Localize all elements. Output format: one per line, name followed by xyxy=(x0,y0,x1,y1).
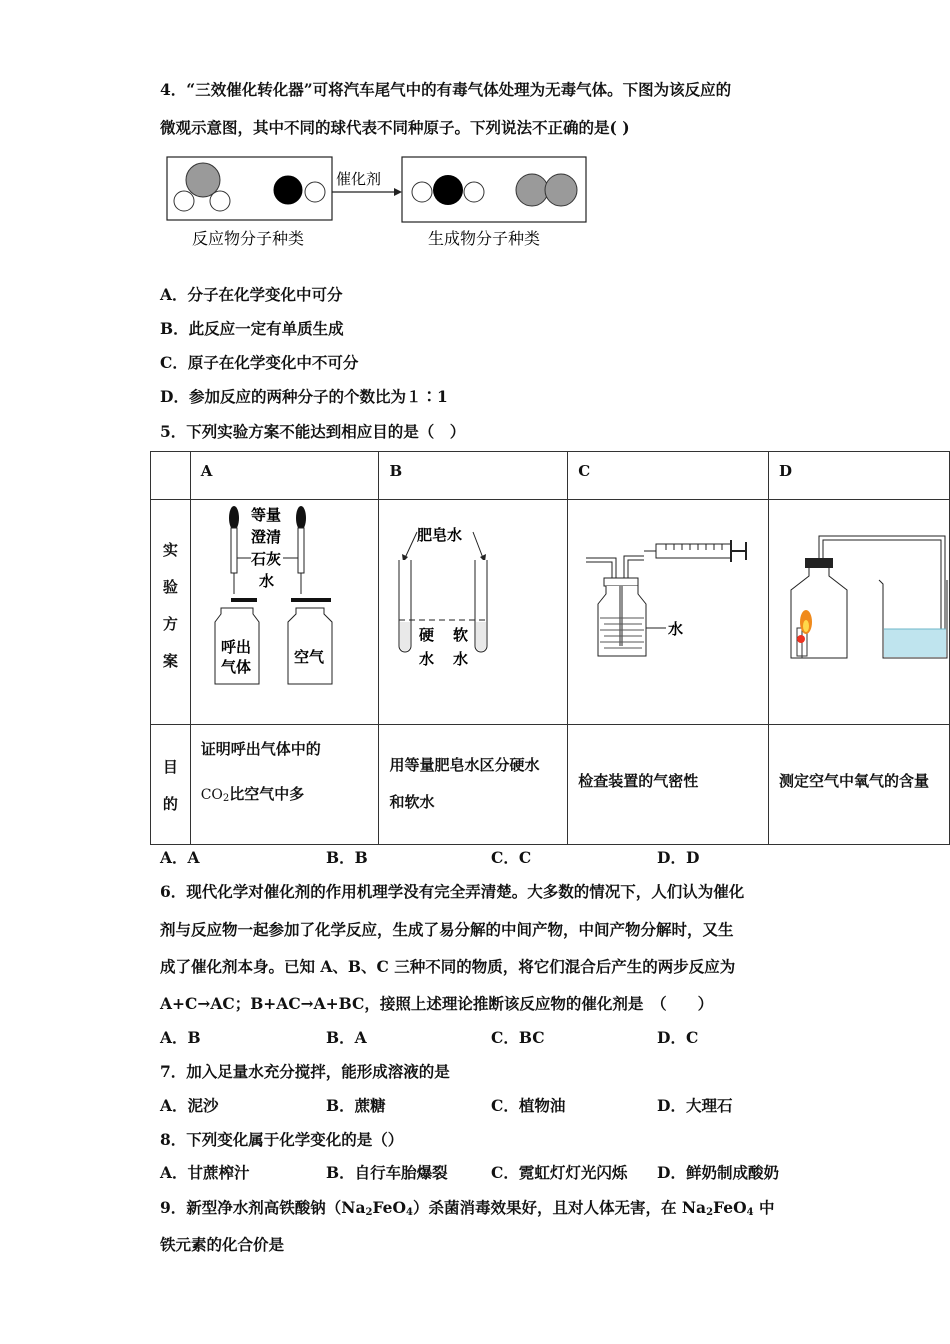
q7-option-a[interactable]: A．泥沙 xyxy=(160,1096,219,1115)
q8-option-a[interactable]: A．甘蔗榨汁 xyxy=(160,1163,250,1182)
goal-c: 检查装置的气密性 xyxy=(568,725,769,845)
q8-option-b[interactable]: B．自行车胎爆裂 xyxy=(326,1163,448,1182)
row-label-goal: 目 的 xyxy=(151,725,191,845)
header-b: B xyxy=(379,452,568,500)
figA-bottle2: 空气 xyxy=(293,648,324,666)
q4-molecule-diagram xyxy=(160,150,600,255)
q4-stem-line2: 微观示意图，其中不同的球代表不同种原子。下列说法不正确的是( ) xyxy=(160,118,630,137)
q8-option-d[interactable]: D．鲜奶制成酸奶 xyxy=(657,1163,779,1182)
q6-option-c[interactable]: C．BC xyxy=(491,1028,545,1047)
catalyst-label: 催化剂 xyxy=(336,170,382,188)
q8-option-c[interactable]: C．霓虹灯灯光闪烁 xyxy=(491,1163,628,1182)
q8-stem: 8．下列变化属于化学变化的是（） xyxy=(160,1130,404,1149)
q6-stem-line3: 成了催化剂本身。已知 A、B、C 三种不同的物质，将它们混合后产生的两步反应为 xyxy=(160,957,736,976)
header-d: D xyxy=(769,452,950,500)
plan-a-figure xyxy=(190,500,379,725)
q4-stem-line1: 4．“三效催化转化器”可将汽车尾气中的有毒气体处理为无毒气体。下图为该反应的 xyxy=(160,80,732,99)
goal-b: 用等量肥皂水区分硬水 和软水 xyxy=(379,725,568,845)
q6-option-a[interactable]: A．B xyxy=(160,1028,201,1047)
figB-soft-1: 软 xyxy=(453,626,469,644)
q7-option-d[interactable]: D．大理石 xyxy=(657,1096,733,1115)
figB-soft-2: 水 xyxy=(453,650,469,668)
figA-text-4: 水 xyxy=(258,572,274,590)
reactant-label: 反应物分子种类 xyxy=(192,229,305,248)
q5-option-a[interactable]: A．A xyxy=(160,848,200,867)
figB-title: 肥皂水 xyxy=(417,526,463,544)
goal-d: 测定空气中氧气的含量 xyxy=(769,725,950,845)
figA-text-2: 澄清 xyxy=(250,528,281,546)
q4-option-c[interactable]: C．原子在化学变化中不可分 xyxy=(160,353,359,372)
figA-text-3: 石灰 xyxy=(250,550,281,568)
q9-stem-line1: 9．新型净水剂高铁酸钠$(Na_2FeO_4)$杀菌消毒效果好，且对人体无害，在 $Na_2FeO_4$ 中 xyxy=(160,1198,775,1218)
header-blank xyxy=(151,452,191,500)
figB-hard-1: 硬 xyxy=(419,626,435,644)
header-a: A xyxy=(190,452,379,500)
experiment-table xyxy=(150,451,950,845)
q7-stem: 7．加入足量水充分搅拌，能形成溶液的是 xyxy=(160,1062,450,1081)
plan-b-figure xyxy=(379,500,568,725)
row-label-plan: 实 验 方 案 xyxy=(151,500,191,725)
q6-stem-line1: 6．现代化学对催化剂的作用机理学没有完全弄清楚。大多数的情况下，人们认为催化 xyxy=(160,882,745,901)
q9-stem-line2: 铁元素的化合价是 xyxy=(160,1235,285,1254)
q5-option-b[interactable]: B．B xyxy=(326,848,368,867)
q7-option-c[interactable]: C．植物油 xyxy=(491,1096,566,1115)
q7-option-b[interactable]: B．蔗糖 xyxy=(326,1096,386,1115)
figA-bottle1-a: 呼出 xyxy=(220,638,251,656)
q5-option-d[interactable]: D．D xyxy=(657,848,700,867)
q6-stem-line2: 剂与反应物一起参加了化学反应，生成了易分解的中间产物，中间产物分解时，又生 xyxy=(160,920,734,939)
q5-option-c[interactable]: C．C xyxy=(491,848,532,867)
q6-option-b[interactable]: B．A xyxy=(326,1028,367,1047)
figA-text-1: 等量 xyxy=(250,506,281,524)
figB-hard-2: 水 xyxy=(419,650,435,668)
figA-bottle1-b: 气体 xyxy=(220,658,251,676)
q6-stem-line4: A+C→AC；B+AC→A+BC，接照上述理论推断该反应物的催化剂是 （ ） xyxy=(160,994,714,1013)
plan-d-figure xyxy=(769,500,950,725)
goal-a: 证明呼出气体中的 $CO_2$比空气中多 xyxy=(190,725,379,845)
q6-option-d[interactable]: D．C xyxy=(657,1028,699,1047)
q4-option-d[interactable]: D．参加反应的两种分子的个数比为１∶1 xyxy=(160,387,448,406)
q5-stem: 5．下列实验方案不能达到相应目的是（ ） xyxy=(160,422,466,441)
product-label: 生成物分子种类 xyxy=(428,229,541,248)
figC-water: 水 xyxy=(668,620,684,638)
header-c: C xyxy=(568,452,769,500)
plan-c-figure xyxy=(568,500,769,725)
q4-option-b[interactable]: B．此反应一定有单质生成 xyxy=(160,319,344,338)
q4-option-a[interactable]: A．分子在化学变化中可分 xyxy=(160,285,343,304)
